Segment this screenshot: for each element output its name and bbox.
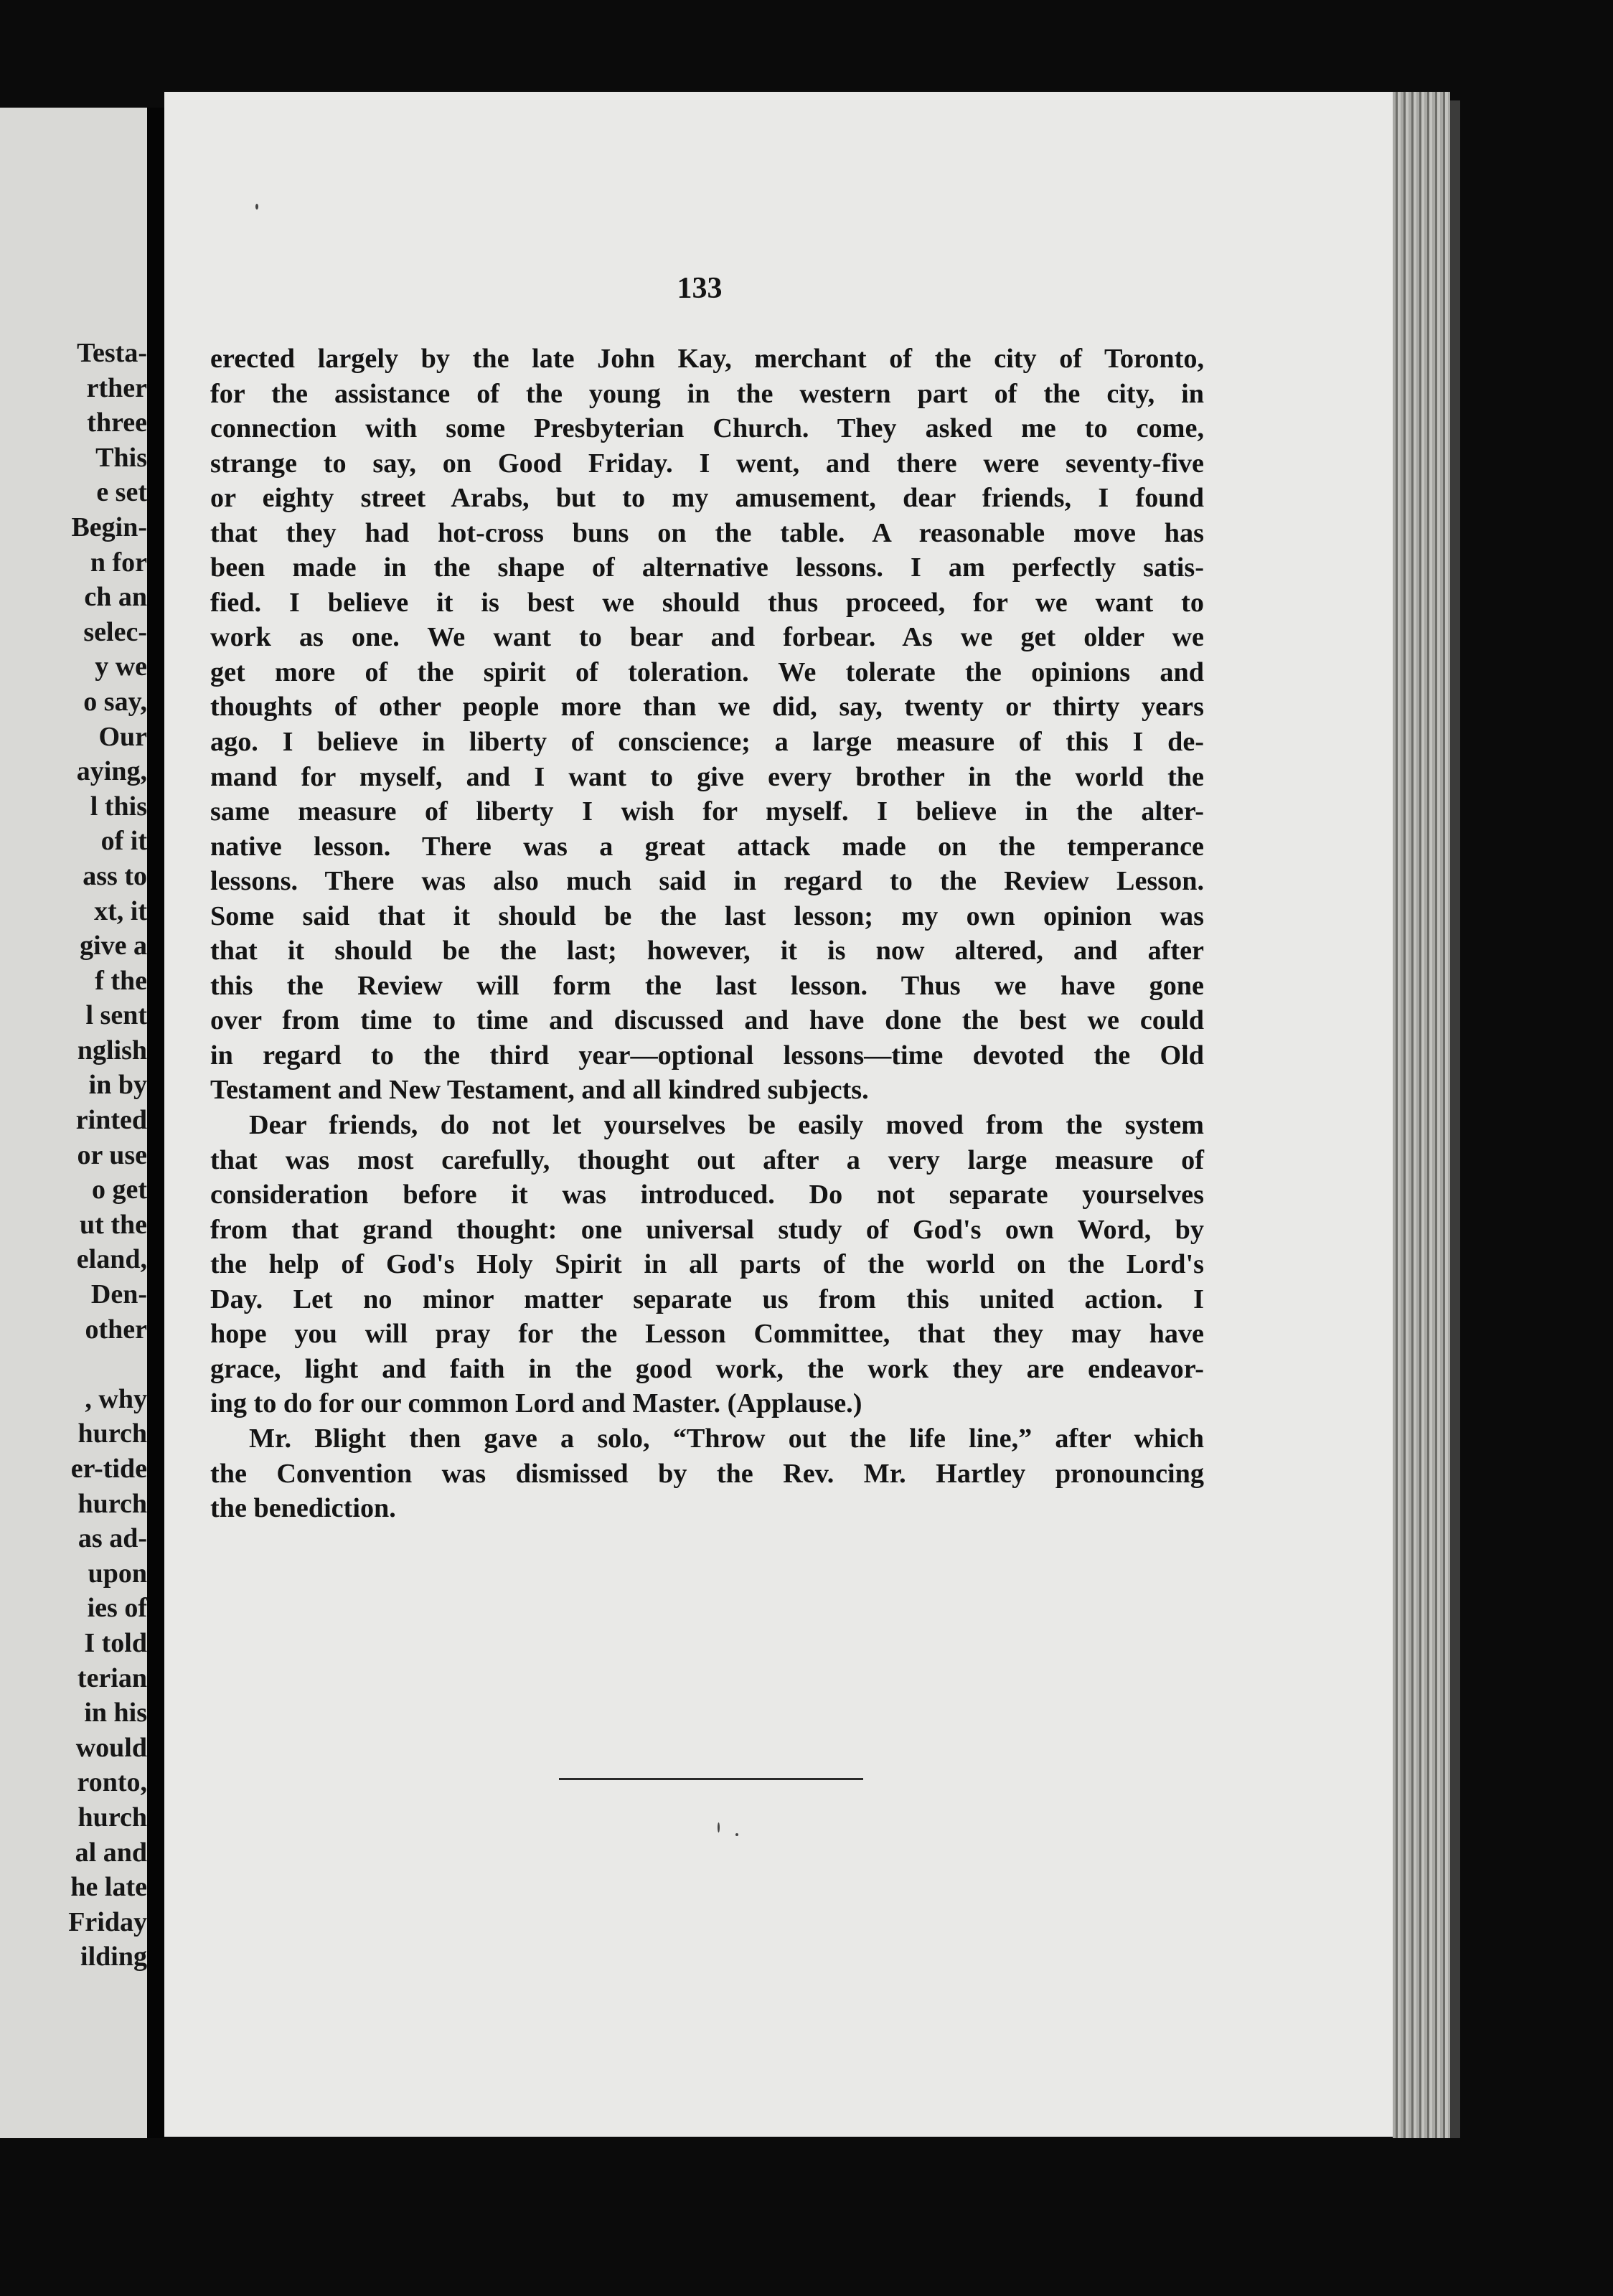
left-page-line: would [75,1732,147,1763]
left-page-line: or use [77,1139,147,1170]
text-line: Dear friends, do not let yourselves be easily moved from the system [249,1110,1204,1141]
text-line: work as one. We want to bear and forbear. As we get older we [210,622,1204,653]
text-line: that it should be the last; however, it is now altered, and after [210,936,1204,966]
scan-speck [718,1822,720,1832]
left-page-line: This [95,442,147,473]
text-line: the Convention was dismissed by the Rev. Mr. Hartley pronouncing [210,1458,1204,1489]
text-line: that they had hot-cross buns on the table. A reasonable move has [210,517,1204,548]
text-line: thoughts of other people more than we did, say, twenty or thirty years [210,692,1204,723]
left-page-line: other [85,1314,147,1345]
left-page-line: ronto, [77,1767,147,1798]
left-page-line: y we [95,651,147,682]
left-page-line: hurch [77,1802,147,1832]
page-edge-shadow [1450,100,1460,2138]
left-page-line: in by [88,1070,147,1101]
text-line: strange to say, on Good Friday. I went, and there were seventy-five [210,448,1204,479]
text-line: fied. I believe it is best we should thus proceed, for we want to [210,587,1204,618]
scan-speck [735,1833,738,1836]
left-page-line: terian [77,1662,147,1693]
left-page-line: rinted [75,1105,147,1136]
book-gutter [147,108,164,2138]
text-line: connection with some Presbyterian Church. They asked me to come, [210,413,1204,444]
left-page-line: Begin- [71,512,147,542]
text-line: been made in the shape of alternative lessons. I am perfectly satis- [210,552,1204,583]
left-page-line: f the [95,965,147,996]
text-line: get more of the spirit of toleration. We tolerate the opinions and [210,657,1204,687]
page-number: 133 [677,272,723,305]
text-line: erected largely by the late John Kay, merchant of the city of Toronto, [210,344,1204,374]
text-line: lessons. There was also much said in regard to the Review Lesson. [210,866,1204,897]
left-page-line: in his [84,1698,147,1728]
text-line: the help of God's Holy Spirit in all parts of the world on the Lord's [210,1249,1204,1280]
left-page-line: eland, [76,1244,147,1275]
text-line: that was most carefully, thought out after a very large measure of [210,1144,1204,1175]
text-line: Testament and New Testament, and all kindred subjects. [210,1075,869,1106]
left-page-line: aying, [76,756,147,787]
left-page-line: ass to [83,860,147,891]
text-line: in regard to the third year—optional lessons—time devoted the Old [210,1040,1204,1071]
text-line: the benediction. [210,1493,396,1524]
left-page-line: rther [86,372,147,403]
text-line: native lesson. There was a great attack made on the temperance [210,831,1204,862]
left-page-line: ies of [87,1593,147,1624]
left-page-line: ut the [80,1209,147,1240]
left-page-line: Den- [90,1279,147,1310]
paragraph [210,1108,1204,1421]
left-page-line: Testa- [77,338,147,368]
text-line: Mr. Blight then gave a solo, “Throw out the life line,” after which [249,1423,1204,1454]
left-page-line: Our [98,721,147,752]
left-page-line: give a [80,931,147,961]
left-page-line: er-tide [70,1454,147,1484]
text-line: ago. I believe in liberty of conscience; a large measure of this I de- [210,727,1204,758]
text-line: over from time to time and discussed and have done the best we could [210,1005,1204,1036]
text-line: this the Review will form the last lesson. Thus we have gone [210,970,1204,1001]
left-page-line: as ad- [77,1523,147,1554]
left-page-line: l this [90,791,147,822]
page-body-text [210,342,1204,1526]
section-end-rule [559,1778,863,1780]
facing-left-page [0,108,147,2138]
left-page-line: Friday [68,1906,147,1937]
text-line: grace, light and faith in the good work, the work they are endeavor- [210,1353,1204,1384]
left-page-line: e set [96,477,147,508]
left-page-line: hurch [77,1418,147,1449]
left-page-line: selec- [83,616,147,647]
left-page-line: he late [70,1872,147,1903]
text-line: mand for myself, and I want to give every brother in the world the [210,761,1204,792]
text-line: consideration before it was introduced. Do not separate yourselves [210,1180,1204,1210]
text-line: from that grand thought: one universal study of God's own Word, by [210,1214,1204,1245]
left-page-line: nglish [77,1035,147,1065]
text-line: ing to do for our common Lord and Master. (Applause.) [210,1388,862,1419]
text-line: Some said that it should be the last lesson; my own opinion was [210,900,1204,931]
paragraph [210,1421,1204,1526]
left-page-line: ch an [84,582,147,613]
text-line: same measure of liberty I wish for myself. I believe in the alter- [210,796,1204,827]
text-line: or eighty street Arabs, but to my amusement, dear friends, I found [210,483,1204,514]
left-page-line: of it [100,826,147,857]
left-page-text-fragments [0,336,147,1975]
paragraph [210,342,1204,1108]
text-line: Day. Let no minor matter separate us from this united action. I [210,1284,1204,1314]
left-page-line [0,1347,147,1382]
scan-speck [255,204,258,210]
text-line: for the assistance of the young in the western part of the city, in [210,378,1204,409]
left-page-line: hurch [77,1488,147,1519]
left-page-line: o get [91,1175,147,1205]
left-page-line: , why [85,1383,147,1414]
left-page-line: al and [75,1837,147,1868]
left-page-line: upon [88,1558,147,1589]
left-page-line: ilding [80,1942,147,1972]
page-edges [1393,92,1450,2138]
text-line: hope you will pray for the Lesson Committee, that they may have [210,1319,1204,1350]
left-page-line: l sent [85,1000,147,1031]
left-page-line: three [87,408,147,438]
left-page-line: n for [90,547,147,578]
left-page-line: xt, it [94,895,147,926]
left-page-line: I told [84,1627,147,1658]
left-page-line: o say, [83,686,147,717]
